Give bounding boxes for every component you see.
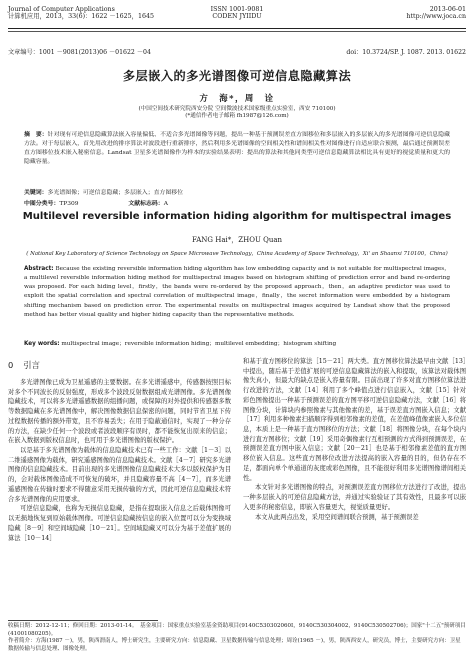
footnote-authors: 作者简介：方海(1987 －)，男，陕西渭南人，博士研究生，主要研究方向：信息隐藏、卫星数据传输与信息处理；周诠(1965 －)，男，陕西西安人，研究员，博士，主要研究方向：卫星数据传输与信息处理、图像处理。 <box>8 638 461 652</box>
keywords-en-text: multispectral image；reversible information hiding；multilevel embedding；histogram shifting <box>61 341 337 347</box>
body-column-left <box>8 357 231 543</box>
abstract-zh-label: 摘 要： <box>24 132 48 138</box>
classification <box>24 198 168 207</box>
clc-code: TP309 <box>59 201 79 207</box>
doc-code-label: 文献标志码： <box>128 201 164 207</box>
keywords-en <box>24 338 450 347</box>
authors-zh: 方 海*，周 诠 <box>199 93 275 103</box>
header-right <box>406 6 466 20</box>
authors-en: FANG Hai*，ZHOU Quan <box>191 236 283 244</box>
abstract-zh <box>24 131 450 167</box>
body-paragraph: 本文针对多光谱图像的特点，对预测误差直方图移位方法进行了改进，提出一种多层嵌入的可逆信息隐藏方法，并通过实验验证了其有效性，且最多可以嵌入更多的秘密信息，即嵌入容量更大，视觉质量更好。 <box>243 484 466 511</box>
abstract-zh-text: 针对现有可逆信息隐藏算法嵌入容量偏低、不适合多光谱图像等问题，提出一种基于预测误差直方图移位和多层嵌入的多层嵌入的多光谱图像可逆信息隐藏方法。对于每层嵌入，首先用改进的排序算法对波段进行重新排序，然后利用多光谱图像的空间相关性和谱间相关性对图像进行自适应联合预测，最后通过预测误差直方图移位技术嵌入秘密信息。Landsat 卫星多光谱图像作为样本的实验结果表明：提出的算法和其他同类型可逆信息隐藏算法相比具有更好的视觉质量和更大的隐藏容量。 <box>24 132 451 166</box>
footnote-funding: 收稿日期：2012-12-11；修回日期：2013-01-14。 基金项目：国家重点实验室基金资助项目(9140C530302060I，9140C530304002，9140C530502706)；国家"十二五"预研项目(41001080205)。 <box>8 623 466 637</box>
section-title: 引言 <box>23 360 40 370</box>
paper-title-en: Multilevel reversible information hiding algorithm for multispectral images <box>22 211 452 222</box>
body-paragraph: 本文从此两点出发，采用空间谱间联合预测，基于预测误差 <box>255 513 419 521</box>
doc-code: A <box>163 201 168 207</box>
keywords-zh <box>24 187 183 196</box>
body-paragraph: 和基于直方图移位的算法［15－21］两大类。直方图移位算法最早由文献［13］中提出，随后基于差值扩展的可逆信息隐藏算法的嵌入和提取，该算法对载体图像失真小，但最大的缺点是嵌入容量有限。目前出现了许多对直方图移位算法进行改进的方法，文献［14］利用了多个峰值点进行信息嵌入，文献［15］针对彩色图像提出一种基于预测误差的直方图平移可逆信息隐藏方法，文献［16］将图像分块，计算块内参照像素与其他像素的差，基于误差直方图嵌入信息；文献［17］利用多种像素扫描顺序得到相邻像素的差值，在差值峰值像素嵌入多位信息，本质上是一种基于直方图移位的方法；文献［18］将图像分块，在每个块内进行直方图移位；文献［19］采用奇偶像素行互相预测的方式得到预测误差，在预测误差直方图中嵌入信息；文献［20－21］也是基于相邻像素差值的直方图移位嵌入信息。这些直方图移位改进方法提高的嵌入容量的目的，但仍存在不足，都面向单个单通道的灰度或彩色图像，且不能很好利用多光谱图像谱间相关性。 <box>243 358 466 482</box>
doi: doi：10.3724/SP. J. 1087. 2013. 01622 <box>346 49 466 56</box>
body-paragraph: 以是基于多光谱图像为载体的信息隐藏技术已有一些工作：文献［1－3］以二维遥感图像为载体，研究遥感图像的信息隐藏技术。文献［4－7］研究多光谱图像的信息隐藏技术。目前出现的多光谱图像信息隐藏技术大多以版权保护为目的，会对载体图像造成不可恢复的破坏，并且隐藏容量不高［4－7］，而多光谱遥感图像在传输时要求不得随意采用无损传输的方式，因此可逆信息隐藏技术符合多光谱图像的应用要求。 <box>8 447 231 503</box>
affiliation-en: ( National Key Laboratory of Science Technology on Space Microwave Technology，China Academy of Space Technology，Xi' an Shaanxi 710100，China) <box>26 251 448 257</box>
paper-title-zh: 多层嵌入的多光谱图像可逆信息隐藏算法 <box>122 69 352 83</box>
doc-code-block <box>128 198 168 207</box>
header-center <box>0 6 474 20</box>
body-paragraph: 多光谱图像已成为卫星遥感的主要数据。在多光谱遥感中，传感器按照目标对多个不同波长的反射强度，形成多个波段反射数据组成光谱图像。多光谱图像隐藏技术，可以将多光谱遥感数据的组播问题，或保障的对外提供和传感器多数等数据隐藏在多光谱图像中，解决图像数据信息保密的问题，同时节省卫星下传过程数据传播的额外带宽，且不容易丢失；在用于隐蔽通信时，实现了一种分存的方法，在缺少任何一个波段或者波段顺序有误时，都不能恢复出原来的信息；在嵌入数据到版权信息时，也可用于多光谱图像的版权保护。 <box>8 379 231 445</box>
abstract-en <box>24 265 450 320</box>
journal-url: http://www.joca.cn <box>406 13 466 21</box>
section-heading <box>8 360 231 371</box>
coden: CODEN JYIIDU <box>212 13 262 21</box>
footnote <box>8 623 466 653</box>
keywords-en-label: Key words: <box>24 341 60 347</box>
issue-date: 2013-06-01 <box>429 6 466 13</box>
affiliation-zh-line: (中国空间技术研究院西安分院 空间微波技术国家级重点实验室，西安 710100) <box>138 106 336 112</box>
section-number: 0 <box>8 360 14 370</box>
footnote-rule <box>8 620 158 621</box>
body-column-right <box>243 357 466 522</box>
journal-name-en: Journal of Computer Applications <box>8 6 115 13</box>
abstract-en-label: Abstract: <box>24 266 54 272</box>
keywords-zh-text: 多光谱图像；可逆信息隐藏；多层嵌入；直方图移位 <box>47 190 184 196</box>
clc-block <box>24 198 78 207</box>
affiliation-zh <box>0 106 474 121</box>
corresponding-email: (*通信作者电子邮箱 fh1987@126.com) <box>185 113 289 120</box>
clc-label: 中图分类号： <box>24 201 60 207</box>
keywords-zh-label: 关键词： <box>24 190 48 196</box>
journal-citation-zh: 计算机应用，2013，33(6)：1622 －1625，1645 <box>8 13 155 21</box>
body-paragraph: 可逆信息隐藏，也称为无损信息隐藏，是指在提取嵌入信息之后载体图像可以无损地恢复到原始载体图像。可逆信息隐藏按信息的嵌入位置可以分为变换域隐藏［8－9］和空间域隐藏［10－21］。空间域隐藏又可以分为基于差值扩展的算法［10－14］ <box>8 505 231 542</box>
header-rule-top <box>8 28 466 29</box>
abstract-en-text: Because the existing reversible information hiding algorithm has low embedding capacity and is not suitable for multispectral images，a multilevel reversible information hiding method for multispectral images based on histogram shifting of prediction error and band re-ordering was proposed. For each hiding level，firstly，the bands were re-ordered by the proposed approach，then，an adaptive predictor was used to exploit the spatial correlation and spectral correlation of multispectral image，finally，the secret information were embedded by a histogram shifting mechanism based on prediction error. The experimental results on multispectral images acquired by Landsat show that the proposed method has better visual quality and higher hiding capacity than the representative methods. <box>24 266 450 318</box>
article-number: 文章编号：1001 －9081(2013)06 －01622 －04 <box>8 49 151 56</box>
issn: ISSN 1001-9081 <box>210 6 264 13</box>
header-rule-bottom <box>8 31 466 32</box>
